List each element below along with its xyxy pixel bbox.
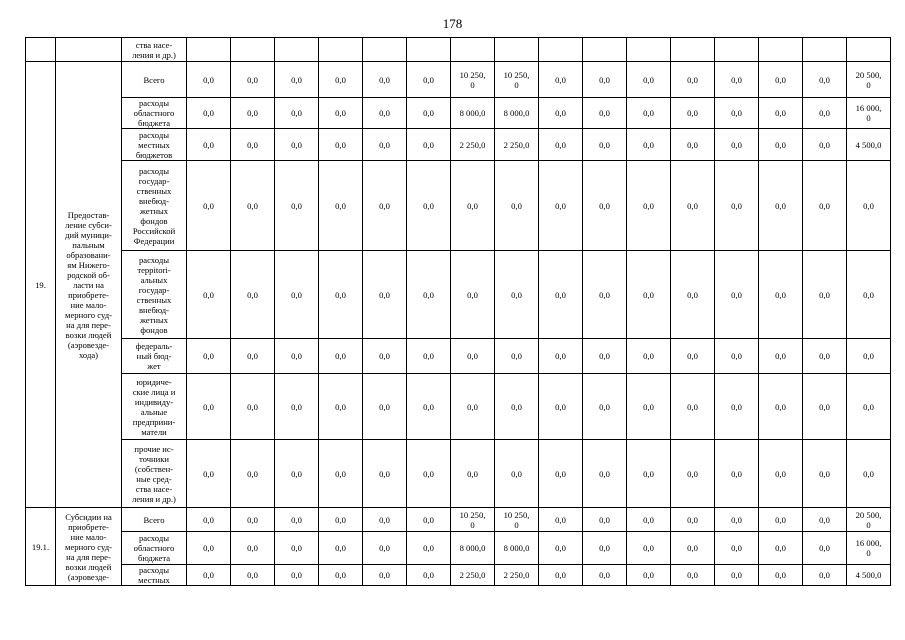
table-row xyxy=(26,38,891,62)
value-cell: 0,0 xyxy=(231,98,275,129)
value-cell: 0,0 xyxy=(627,62,671,98)
value-cell: 0,0 xyxy=(407,98,451,129)
value-cell: 10 250, 0 xyxy=(495,62,539,98)
value-cell: 0,0 xyxy=(627,98,671,129)
value-cell: 0,0 xyxy=(671,62,715,98)
value-cell xyxy=(847,38,891,62)
value-cell xyxy=(715,38,759,62)
value-cell: 0,0 xyxy=(803,532,847,565)
value-cell: 0,0 xyxy=(187,161,231,251)
value-cell: 2 250,0 xyxy=(451,129,495,161)
value-cell: 0,0 xyxy=(671,98,715,129)
value-cell: 0,0 xyxy=(539,339,583,374)
value-cell: 0,0 xyxy=(539,532,583,565)
value-cell: 0,0 xyxy=(407,508,451,532)
value-cell: 0,0 xyxy=(407,129,451,161)
value-cell: 0,0 xyxy=(407,440,451,508)
source-label-cell: расходы террitori- альных государ- ственных внебюд- жетных фондов xyxy=(122,251,187,339)
value-cell: 0,0 xyxy=(803,161,847,251)
value-cell: 0,0 xyxy=(803,98,847,129)
value-cell: 0,0 xyxy=(583,374,627,440)
value-cell: 0,0 xyxy=(275,508,319,532)
value-cell: 0,0 xyxy=(363,339,407,374)
value-cell: 0,0 xyxy=(627,440,671,508)
value-cell: 0,0 xyxy=(319,565,363,586)
value-cell: 0,0 xyxy=(319,508,363,532)
value-cell: 0,0 xyxy=(539,508,583,532)
value-cell: 0,0 xyxy=(715,98,759,129)
value-cell: 0,0 xyxy=(583,251,627,339)
value-cell: 0,0 xyxy=(759,440,803,508)
value-cell: 0,0 xyxy=(495,440,539,508)
source-label-cell: расходы местных бюджетов xyxy=(122,129,187,161)
value-cell: 0,0 xyxy=(671,532,715,565)
value-cell: 0,0 xyxy=(715,62,759,98)
value-cell: 10 250, 0 xyxy=(495,508,539,532)
value-cell: 0,0 xyxy=(671,565,715,586)
value-cell xyxy=(319,38,363,62)
value-cell: 0,0 xyxy=(495,339,539,374)
value-cell: 0,0 xyxy=(319,532,363,565)
value-cell: 10 250, 0 xyxy=(451,62,495,98)
value-cell: 0,0 xyxy=(187,251,231,339)
table-row xyxy=(26,129,891,161)
value-cell: 0,0 xyxy=(583,62,627,98)
value-cell: 0,0 xyxy=(539,161,583,251)
table-row xyxy=(26,98,891,129)
value-cell: 0,0 xyxy=(715,565,759,586)
value-cell: 0,0 xyxy=(759,565,803,586)
value-cell: 0,0 xyxy=(539,129,583,161)
value-cell: 0,0 xyxy=(715,339,759,374)
value-cell: 0,0 xyxy=(319,374,363,440)
table-row xyxy=(26,532,891,565)
value-cell: 0,0 xyxy=(847,161,891,251)
value-cell: 0,0 xyxy=(231,251,275,339)
value-cell: 8 000,0 xyxy=(451,532,495,565)
value-cell: 16 000, 0 xyxy=(847,98,891,129)
value-cell: 0,0 xyxy=(451,161,495,251)
value-cell: 0,0 xyxy=(715,532,759,565)
page-number: 178 xyxy=(442,16,463,31)
value-cell: 0,0 xyxy=(671,251,715,339)
value-cell: 0,0 xyxy=(275,161,319,251)
value-cell: 0,0 xyxy=(627,565,671,586)
value-cell: 0,0 xyxy=(539,251,583,339)
value-cell: 0,0 xyxy=(539,98,583,129)
value-cell: 0,0 xyxy=(363,98,407,129)
value-cell: 0,0 xyxy=(187,565,231,586)
value-cell: 0,0 xyxy=(759,251,803,339)
value-cell: 0,0 xyxy=(759,161,803,251)
value-cell: 8 000,0 xyxy=(451,98,495,129)
source-label-cell: расходы областного бюджета xyxy=(122,532,187,565)
value-cell: 0,0 xyxy=(451,339,495,374)
source-label-cell: Всего xyxy=(122,508,187,532)
value-cell xyxy=(759,38,803,62)
value-cell: 0,0 xyxy=(803,129,847,161)
value-cell: 0,0 xyxy=(231,508,275,532)
value-cell: 4 500,0 xyxy=(847,565,891,586)
value-cell: 0,0 xyxy=(319,251,363,339)
value-cell: 2 250,0 xyxy=(451,565,495,586)
value-cell: 2 250,0 xyxy=(495,129,539,161)
number-cell xyxy=(26,38,56,62)
value-cell: 0,0 xyxy=(231,374,275,440)
value-cell xyxy=(451,38,495,62)
source-label-cell: федераль- ный бюд- жет xyxy=(122,339,187,374)
value-cell: 0,0 xyxy=(803,62,847,98)
value-cell: 0,0 xyxy=(275,339,319,374)
value-cell: 0,0 xyxy=(583,339,627,374)
value-cell: 0,0 xyxy=(319,129,363,161)
value-cell: 0,0 xyxy=(583,508,627,532)
source-label-cell: юридиче- ские лица и индивиду- альные предприни- матели xyxy=(122,374,187,440)
value-cell: 0,0 xyxy=(671,161,715,251)
value-cell: 0,0 xyxy=(319,62,363,98)
value-cell: 0,0 xyxy=(275,532,319,565)
budget-table xyxy=(25,37,891,586)
value-cell: 16 000, 0 xyxy=(847,532,891,565)
value-cell: 8 000,0 xyxy=(495,98,539,129)
value-cell: 0,0 xyxy=(407,62,451,98)
value-cell: 0,0 xyxy=(759,374,803,440)
source-label-cell: ства насе- ления и др.) xyxy=(122,38,187,62)
value-cell xyxy=(803,38,847,62)
source-label-cell: расходы государ- ственных внебюд- жетных фондов Российской Федерации xyxy=(122,161,187,251)
value-cell xyxy=(363,38,407,62)
value-cell: 0,0 xyxy=(715,508,759,532)
value-cell: 0,0 xyxy=(847,251,891,339)
value-cell: 0,0 xyxy=(583,565,627,586)
value-cell: 0,0 xyxy=(187,98,231,129)
table-row xyxy=(26,251,891,339)
value-cell: 0,0 xyxy=(539,374,583,440)
table-row xyxy=(26,565,891,586)
section-title-cell: Предостав- ление субси- дий муници- пальным образовани- ям Нижего- родской об- ласти на приобрете- ние мало- мерного суд- на для пере- возки людей (аэровезде- хода) xyxy=(56,62,122,508)
value-cell: 0,0 xyxy=(759,508,803,532)
value-cell: 0,0 xyxy=(363,161,407,251)
value-cell: 0,0 xyxy=(407,565,451,586)
value-cell: 0,0 xyxy=(275,251,319,339)
value-cell: 0,0 xyxy=(803,508,847,532)
source-label-cell: прочие ис- точники (собствен- ные сред- ства насе- ления и др.) xyxy=(122,440,187,508)
value-cell: 0,0 xyxy=(231,440,275,508)
value-cell: 0,0 xyxy=(847,440,891,508)
value-cell: 0,0 xyxy=(539,565,583,586)
value-cell: 0,0 xyxy=(495,161,539,251)
value-cell: 0,0 xyxy=(451,440,495,508)
value-cell: 0,0 xyxy=(671,129,715,161)
value-cell: 8 000,0 xyxy=(495,532,539,565)
value-cell: 20 500, 0 xyxy=(847,508,891,532)
value-cell: 0,0 xyxy=(671,374,715,440)
value-cell: 0,0 xyxy=(407,339,451,374)
value-cell: 0,0 xyxy=(715,161,759,251)
value-cell: 0,0 xyxy=(759,129,803,161)
value-cell: 4 500,0 xyxy=(847,129,891,161)
value-cell: 0,0 xyxy=(627,129,671,161)
value-cell: 0,0 xyxy=(407,374,451,440)
value-cell: 0,0 xyxy=(451,251,495,339)
value-cell xyxy=(495,38,539,62)
value-cell: 0,0 xyxy=(319,98,363,129)
value-cell: 2 250,0 xyxy=(495,565,539,586)
value-cell: 0,0 xyxy=(319,161,363,251)
value-cell: 0,0 xyxy=(583,161,627,251)
value-cell: 10 250, 0 xyxy=(451,508,495,532)
value-cell: 0,0 xyxy=(759,62,803,98)
value-cell: 0,0 xyxy=(187,508,231,532)
value-cell: 0,0 xyxy=(583,129,627,161)
value-cell: 0,0 xyxy=(407,161,451,251)
value-cell: 0,0 xyxy=(407,251,451,339)
value-cell: 0,0 xyxy=(627,161,671,251)
value-cell xyxy=(671,38,715,62)
value-cell: 0,0 xyxy=(627,508,671,532)
value-cell: 0,0 xyxy=(275,129,319,161)
section-title-cell: Субсидии на приобрете- ние мало- мерного суд- на для пере- возки людей (аэровезде- xyxy=(56,508,122,586)
value-cell: 0,0 xyxy=(495,251,539,339)
value-cell: 0,0 xyxy=(275,62,319,98)
value-cell: 0,0 xyxy=(847,374,891,440)
section-number-cell: 19.1. xyxy=(26,508,56,586)
value-cell: 0,0 xyxy=(583,532,627,565)
value-cell: 0,0 xyxy=(231,161,275,251)
value-cell: 0,0 xyxy=(803,565,847,586)
value-cell: 0,0 xyxy=(671,508,715,532)
value-cell: 0,0 xyxy=(539,62,583,98)
value-cell: 0,0 xyxy=(275,374,319,440)
value-cell: 0,0 xyxy=(363,251,407,339)
section-number-cell: 19. xyxy=(26,62,56,508)
value-cell: 0,0 xyxy=(363,565,407,586)
value-cell: 0,0 xyxy=(715,440,759,508)
source-label-cell: расходы областного бюджета xyxy=(122,98,187,129)
value-cell: 0,0 xyxy=(363,532,407,565)
value-cell xyxy=(627,38,671,62)
value-cell xyxy=(275,38,319,62)
value-cell: 0,0 xyxy=(187,339,231,374)
value-cell xyxy=(539,38,583,62)
value-cell: 0,0 xyxy=(231,62,275,98)
value-cell: 0,0 xyxy=(187,129,231,161)
value-cell: 0,0 xyxy=(627,532,671,565)
value-cell: 0,0 xyxy=(187,532,231,565)
table-row xyxy=(26,508,891,532)
value-cell: 20 500, 0 xyxy=(847,62,891,98)
value-cell xyxy=(407,38,451,62)
value-cell: 0,0 xyxy=(231,339,275,374)
title-cell xyxy=(56,38,122,62)
value-cell: 0,0 xyxy=(803,251,847,339)
value-cell: 0,0 xyxy=(759,339,803,374)
value-cell: 0,0 xyxy=(671,339,715,374)
value-cell: 0,0 xyxy=(407,532,451,565)
value-cell: 0,0 xyxy=(363,440,407,508)
value-cell: 0,0 xyxy=(583,98,627,129)
table-row xyxy=(26,161,891,251)
value-cell: 0,0 xyxy=(363,62,407,98)
value-cell: 0,0 xyxy=(363,129,407,161)
value-cell: 0,0 xyxy=(539,440,583,508)
value-cell: 0,0 xyxy=(231,129,275,161)
value-cell: 0,0 xyxy=(627,251,671,339)
source-label-cell: расходы местных xyxy=(122,565,187,586)
value-cell: 0,0 xyxy=(759,98,803,129)
value-cell: 0,0 xyxy=(671,440,715,508)
value-cell: 0,0 xyxy=(319,440,363,508)
value-cell: 0,0 xyxy=(231,532,275,565)
source-label-cell: Всего xyxy=(122,62,187,98)
value-cell: 0,0 xyxy=(627,339,671,374)
value-cell: 0,0 xyxy=(187,440,231,508)
value-cell: 0,0 xyxy=(275,440,319,508)
table-row xyxy=(26,62,891,98)
value-cell: 0,0 xyxy=(803,339,847,374)
value-cell: 0,0 xyxy=(627,374,671,440)
value-cell: 0,0 xyxy=(187,62,231,98)
value-cell: 0,0 xyxy=(759,532,803,565)
value-cell xyxy=(187,38,231,62)
value-cell: 0,0 xyxy=(583,440,627,508)
value-cell: 0,0 xyxy=(231,565,275,586)
value-cell: 0,0 xyxy=(319,339,363,374)
value-cell: 0,0 xyxy=(363,508,407,532)
value-cell: 0,0 xyxy=(803,440,847,508)
value-cell: 0,0 xyxy=(495,374,539,440)
table-row xyxy=(26,440,891,508)
table-row xyxy=(26,374,891,440)
value-cell: 0,0 xyxy=(715,374,759,440)
value-cell: 0,0 xyxy=(275,565,319,586)
value-cell: 0,0 xyxy=(847,339,891,374)
table-row xyxy=(26,339,891,374)
value-cell: 0,0 xyxy=(275,98,319,129)
value-cell: 0,0 xyxy=(451,374,495,440)
value-cell: 0,0 xyxy=(715,251,759,339)
value-cell xyxy=(231,38,275,62)
value-cell xyxy=(583,38,627,62)
value-cell: 0,0 xyxy=(187,374,231,440)
value-cell: 0,0 xyxy=(715,129,759,161)
value-cell: 0,0 xyxy=(363,374,407,440)
value-cell: 0,0 xyxy=(803,374,847,440)
